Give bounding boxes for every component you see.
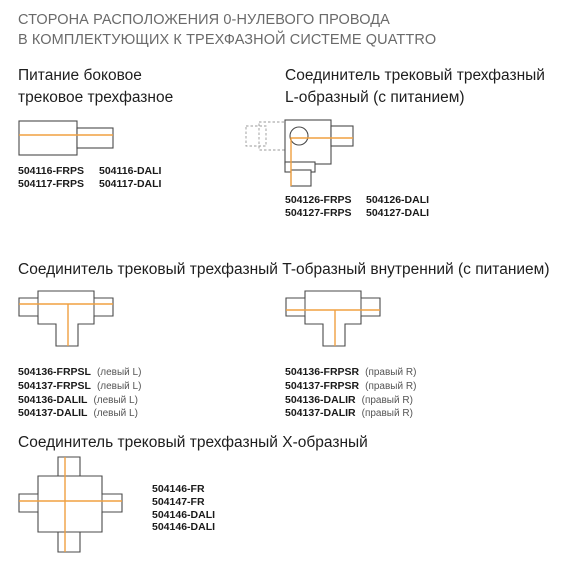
code-item: 504126-DALI [366,194,430,206]
code-item: 504117-FRPS [18,177,84,190]
t-left-codes [18,366,141,421]
x-body [19,457,122,552]
l-connector-codes-right [366,194,429,220]
x-connector-title: Соединитель трековый трехфазный X-образный [18,434,368,451]
side-feed-body [19,121,77,155]
code-item: 504147-FR [152,495,205,508]
code-item: 504137-FRPSR (правый R) [285,379,417,392]
page-header [18,10,558,50]
side-feed-title [18,66,173,108]
code-item: 504116-DALI [99,165,162,177]
t-connector-right-diagram [285,290,405,350]
l-connector-title-line-1: Соединитель трековый трехфазный [285,67,545,84]
t-connector-left-diagram [18,290,138,350]
l-plug-bottom [291,170,311,186]
l-connector-title-line-2: L-образный (с питанием) [285,89,465,106]
code-item: 504136-DALIR (правый R) [285,393,413,406]
l-connector-title [285,66,545,108]
ghost-plug-outer [246,126,266,146]
code-item: 504146-DALI [152,508,216,521]
code-item: 504146-FR [152,483,205,495]
side-feed-diagram [18,118,128,158]
l-connector-diagram [245,110,375,190]
code-item: 504116-FRPS [18,165,84,177]
code-item: 504146-DALI [152,521,216,534]
code-item: 504136-FRPSL (левый L) [18,366,142,378]
t-connector-title: Соединитель трековый трехфазный T-образный внутренний (с питанием) [18,261,550,278]
code-item: 504127-DALI [366,206,430,219]
t-right-codes [285,366,416,421]
x-connector-diagram [18,456,148,566]
side-feed-codes-left [18,165,84,191]
code-item: 504127-FRPS [285,206,352,219]
code-item: 504137-DALIR (правый R) [285,407,413,420]
code-item: 504136-FRPSR (правый R) [285,366,417,378]
side-feed-title-line-1: Питание боковое [18,67,142,84]
code-item: 504136-DALIL (левый L) [18,393,138,406]
header-line-2: В КОМПЛЕКТУЮЩИХ К ТРЕХФАЗНОЙ СИСТЕМЕ QUATTRO [18,32,437,48]
code-item: 504117-DALI [99,177,162,190]
code-item: 504126-FRPS [285,194,352,206]
side-feed-codes-right [99,165,161,191]
l-plug-right [331,126,353,146]
code-item: 504137-DALIL (левый L) [18,407,138,420]
t-right-body [286,291,380,346]
t-left-body [19,291,113,346]
header-line-1: СТОРОНА РАСПОЛОЖЕНИЯ 0-НУЛЕВОГО ПРОВОДА [18,12,390,28]
side-feed-title-line-2: трековое трехфазное [18,89,174,106]
x-connector-codes [152,483,215,534]
code-item: 504137-FRPSL (левый L) [18,379,142,392]
side-feed-plug [77,128,113,148]
l-connector-codes-left [285,194,352,220]
power-feed-knob [290,127,308,145]
